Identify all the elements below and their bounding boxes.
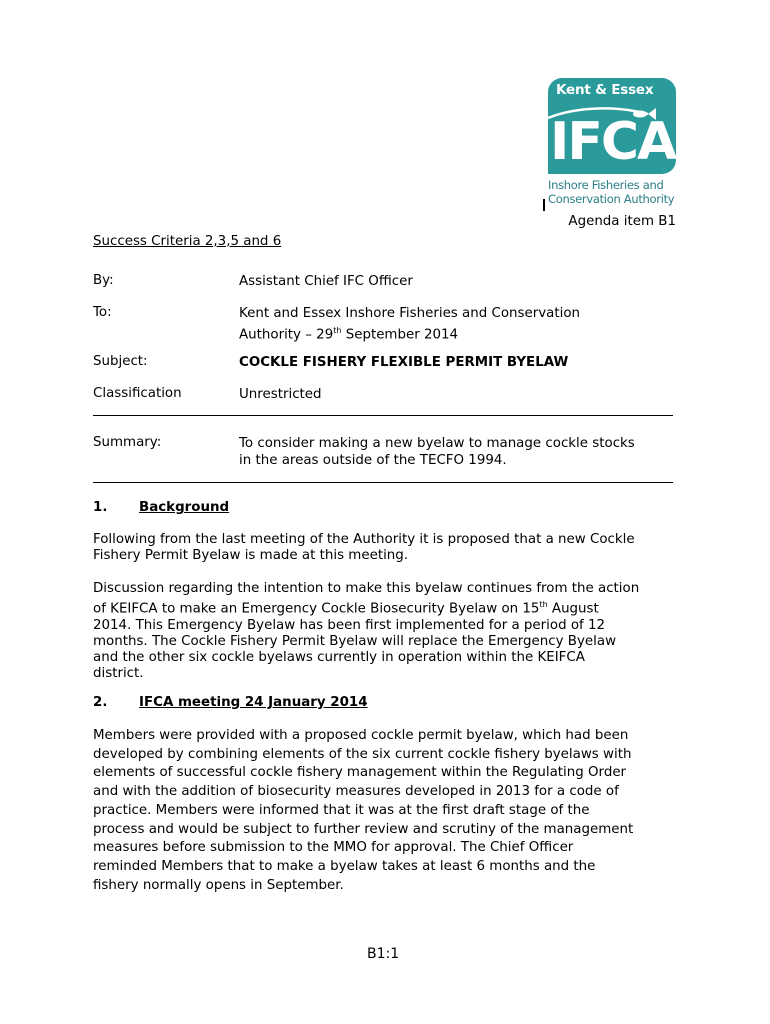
summary-line1: To consider making a new byelaw to manage cockle stocks <box>239 436 635 451</box>
paragraph-line: fishery normally opens in September. <box>93 877 344 893</box>
paragraph-line-text: of KEIFCA to make an Emergency Cockle Biosecurity Byelaw on 15 <box>93 601 540 617</box>
paragraph-line: Members were provided with a proposed cockle permit byelaw, which had been <box>93 728 629 743</box>
paragraph-line: Following from the last meeting of the Authority it is proposed that a new Cockle <box>93 532 635 547</box>
summary-label: Summary: <box>93 435 162 450</box>
subject-label: Subject: <box>93 354 148 369</box>
success-criteria: Success Criteria 2,3,5 and 6 <box>93 234 282 249</box>
subject-value: COCKLE FISHERY FLEXIBLE PERMIT BYELAW <box>239 355 569 370</box>
section-2-title: IFCA meeting 24 January 2014 <box>139 695 368 710</box>
divider-top <box>93 415 673 416</box>
to-value-line1: Kent and Essex Inshore Fisheries and Conservation <box>239 306 581 321</box>
section-2-number: 2. <box>93 695 108 710</box>
by-value: Assistant Chief IFC Officer <box>239 274 413 289</box>
logo-top-text: Kent & Essex <box>556 82 654 98</box>
paragraph-line: reminded Members that to make a byelaw takes at least 6 months and the <box>93 858 596 874</box>
section-1-number: 1. <box>93 500 108 515</box>
section-1-title: Background <box>139 500 230 515</box>
paragraph-line: and the other six cockle byelaws currently in operation within the KEIFCA <box>93 650 585 666</box>
section-2-paragraph <box>93 727 683 895</box>
to-value-line2-text: Authority – 29 <box>239 327 334 343</box>
ordinal-suffix: th <box>539 600 548 610</box>
ordinal-suffix: th <box>333 326 342 335</box>
text-cursor <box>543 199 545 211</box>
classification-label: Classification <box>93 386 182 401</box>
to-label: To: <box>93 305 112 320</box>
paragraph-line: Discussion regarding the intention to make this byelaw continues from the action <box>93 581 640 596</box>
to-value-line2 <box>239 322 679 343</box>
to-value-line2-end: September 2014 <box>341 327 459 343</box>
paragraph-line: district. <box>93 666 144 682</box>
by-label: By: <box>93 273 114 288</box>
paragraph-line: practice. Members were informed that it was at the first draft stage of the <box>93 802 590 818</box>
divider-bottom <box>93 482 673 483</box>
classification-value: Unrestricted <box>239 387 322 402</box>
to-value <box>239 305 679 343</box>
page-number: B1:1 <box>367 946 400 962</box>
paragraph-line: measures before submission to the MMO for approval. The Chief Officer <box>93 840 574 856</box>
section-1-paragraph-2 <box>93 581 683 683</box>
section-1-paragraph-1 <box>93 532 683 564</box>
paragraph-line-end: August <box>547 601 599 617</box>
summary-value <box>239 435 679 469</box>
paragraph-line: developed by combining elements of the six current cockle fishery byelaws with <box>93 746 632 762</box>
paragraph-line <box>93 597 683 618</box>
logo-subtitle-line2: Conservation Authority <box>548 192 675 206</box>
paragraph-line: months. The Cockle Fishery Permit Byelaw will replace the Emergency Byelaw <box>93 634 617 650</box>
logo-subtitle-line1: Inshore Fisheries and <box>548 178 664 192</box>
logo-main-text: IFCA <box>550 112 676 172</box>
ifca-logo <box>548 78 676 206</box>
summary-line2: in the areas outside of the TECFO 1994. <box>239 453 507 468</box>
agenda-item: Agenda item B1 <box>568 214 676 229</box>
logo-subtitle <box>548 178 676 206</box>
paragraph-line: elements of successful cockle fishery management within the Regulating Order <box>93 765 627 781</box>
paragraph-line: and with the addition of biosecurity measures developed in 2013 for a code of <box>93 784 619 800</box>
paragraph-line: process and would be subject to further review and scrutiny of the management <box>93 821 634 837</box>
paragraph-line: 2014. This Emergency Byelaw has been first implemented for a period of 12 <box>93 617 606 633</box>
logo-badge <box>548 78 676 174</box>
paragraph-line: Fishery Permit Byelaw is made at this meeting. <box>93 548 409 564</box>
